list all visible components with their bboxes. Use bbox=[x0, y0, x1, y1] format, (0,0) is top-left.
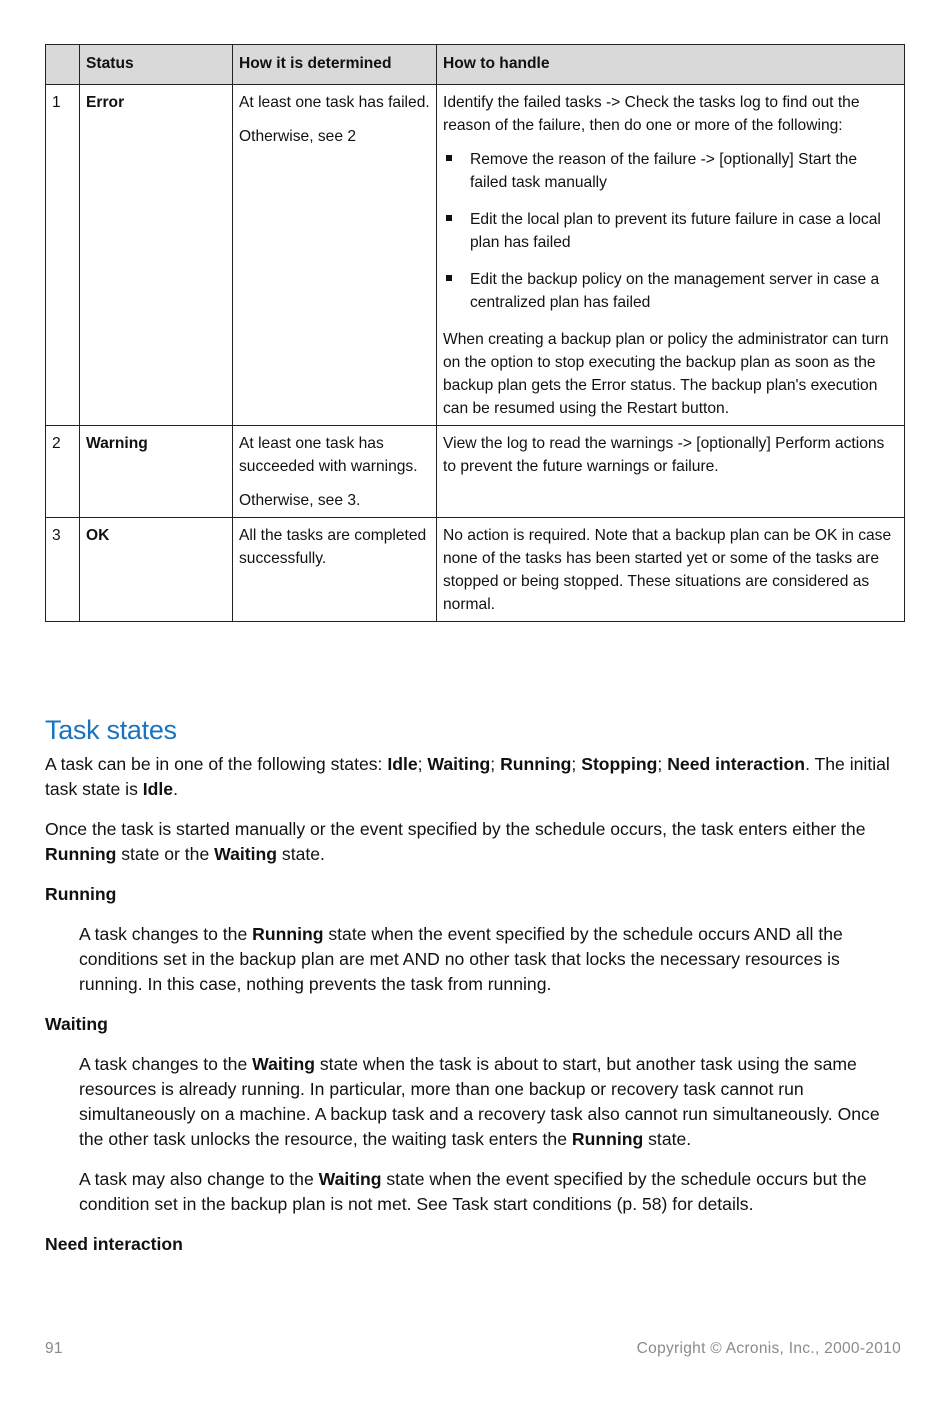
bold-term: Waiting bbox=[252, 1054, 315, 1074]
text-run: ; bbox=[571, 754, 582, 774]
text-run: state when the event specified by the schedule occurs AND all the conditions set in the backup plan are met AND no other task that locks the necessary resources is running. In this case, nothing prevents the task from running. bbox=[79, 924, 843, 994]
determined-text: Otherwise, see 2 bbox=[239, 128, 357, 145]
text-run: A task can be in one of the following states: bbox=[45, 754, 388, 774]
bold-term: Running bbox=[571, 1129, 644, 1149]
bold-term: Waiting bbox=[214, 844, 278, 864]
text-run: A task changes to the bbox=[79, 1054, 253, 1074]
status-cell: OK bbox=[80, 518, 233, 622]
column-header: How to handle bbox=[437, 45, 905, 85]
text-run: Running bbox=[45, 884, 117, 904]
plan-status-table bbox=[45, 44, 905, 622]
bold-term: Running bbox=[252, 924, 324, 944]
paragraph bbox=[45, 817, 905, 867]
text-run: state when the event specified by the schedule occurs but the condition set in the backup plan is not met. See Task start conditions (p. 58) for details. bbox=[79, 1169, 867, 1214]
row-number: 2 bbox=[46, 426, 80, 518]
bold-term: Stopping bbox=[581, 754, 658, 774]
bold-term: Running bbox=[500, 754, 572, 774]
text-run: state. bbox=[277, 844, 325, 864]
text-run: Waiting bbox=[45, 1014, 108, 1034]
paragraph bbox=[79, 1167, 905, 1217]
determined-text: All the tasks are completed successfully. bbox=[239, 527, 427, 567]
handle-text: View the log to read the warnings -> [optionally] Perform actions to prevent the future warnings or failure. bbox=[443, 435, 885, 475]
row-number: 3 bbox=[46, 518, 80, 622]
determined-cell bbox=[233, 518, 437, 622]
text-run: state. bbox=[643, 1129, 692, 1149]
handle-text: Identify the failed tasks -> Check the tasks log to find out the reason of the failure, then do one or more of the following: bbox=[443, 94, 860, 134]
bold-term: Waiting bbox=[427, 754, 491, 774]
subheading bbox=[45, 1232, 905, 1257]
task-states-section bbox=[45, 715, 905, 1272]
handle-cell bbox=[437, 518, 905, 622]
text-run: ; bbox=[490, 754, 501, 774]
text-run: A task changes to the bbox=[79, 924, 253, 944]
bullet-item: Edit the backup policy on the management server in case a centralized plan has failed bbox=[443, 268, 898, 314]
bold-term: Idle bbox=[387, 754, 418, 774]
bullet-item: Remove the reason of the failure -> [optionally] Start the failed task manually bbox=[443, 148, 898, 194]
text-run: Once the task is started manually or the event specified by the schedule occurs, the task enters either the bbox=[45, 819, 866, 839]
subheading bbox=[45, 1012, 905, 1037]
text-run: state when the task is about to start, but another task using the same resources is already running. In particular, more than one backup or recovery task cannot run simultaneously on a machine. A backup task and a recovery task also cannot run simultaneously. Once the other task unlocks the resource, the waiting task enters the bbox=[79, 1054, 880, 1149]
determined-text: At least one task has succeeded with warnings. bbox=[239, 435, 418, 475]
row-number: 1 bbox=[46, 85, 80, 426]
paragraph bbox=[79, 1052, 905, 1152]
copyright: Copyright © Acronis, Inc., 2000-2010 bbox=[636, 1340, 901, 1357]
bold-term: Need interaction bbox=[667, 754, 806, 774]
column-header: How it is determined bbox=[233, 45, 437, 85]
handle-note: When creating a backup plan or policy the administrator can turn on the option to stop executing the backup plan as soon as the backup plan gets the Error status. The backup plan's execution can be resumed using the Restart button. bbox=[443, 331, 889, 417]
handle-bullet-list bbox=[443, 148, 898, 314]
subheading bbox=[45, 882, 905, 907]
text-run: A task may also change to the bbox=[79, 1169, 319, 1189]
bold-term: Waiting bbox=[318, 1169, 382, 1189]
bold-term: Running bbox=[45, 844, 117, 864]
determined-text: Otherwise, see 3. bbox=[239, 492, 361, 509]
paragraph bbox=[79, 922, 905, 997]
bullet-item: Edit the local plan to prevent its future failure in case a local plan has failed bbox=[443, 208, 898, 254]
handle-text: No action is required. Note that a backup plan can be OK in case none of the tasks has been started yet or some of the tasks are stopped or being stopped. These situations are considered as normal. bbox=[443, 527, 892, 613]
bold-term: Idle bbox=[142, 779, 174, 799]
page-footer bbox=[45, 1340, 901, 1358]
determined-cell bbox=[233, 426, 437, 518]
text-run: . The initial task state is bbox=[45, 754, 890, 799]
determined-cell bbox=[233, 85, 437, 426]
column-header: Status bbox=[80, 45, 233, 85]
table-row bbox=[46, 426, 905, 518]
status-cell: Error bbox=[80, 85, 233, 426]
text-run: Need interaction bbox=[45, 1234, 183, 1254]
status-cell: Warning bbox=[80, 426, 233, 518]
section-heading: Task states bbox=[45, 715, 177, 745]
text-run: ; bbox=[657, 754, 668, 774]
column-header bbox=[46, 45, 80, 85]
handle-cell bbox=[437, 426, 905, 518]
text-run: . bbox=[173, 779, 178, 799]
determined-text: At least one task has failed. bbox=[239, 94, 430, 111]
handle-cell bbox=[437, 85, 905, 426]
paragraph bbox=[45, 752, 905, 802]
text-run: state or the bbox=[116, 844, 215, 864]
text-run: ; bbox=[417, 754, 428, 774]
table-row bbox=[46, 85, 905, 426]
table-row bbox=[46, 518, 905, 622]
page-number: 91 bbox=[45, 1340, 63, 1357]
